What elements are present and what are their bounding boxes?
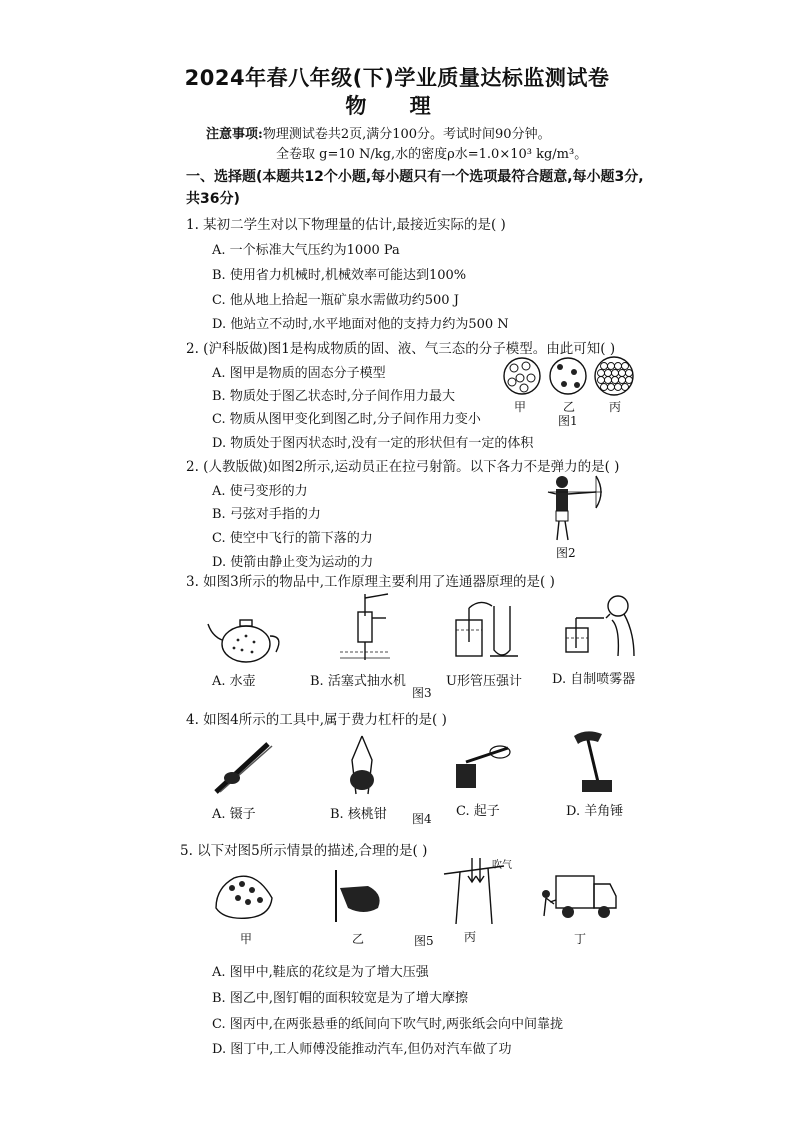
notice-label: 注意事项: xyxy=(206,127,263,142)
question-2a-option-b: B. 物质处于图乙状态时,分子间作用力最大 xyxy=(212,389,455,404)
question-2b-option-a: A. 使弓变形的力 xyxy=(212,484,308,499)
question-5-option-a: A. 图甲中,鞋底的花纹是为了增大压强 xyxy=(212,965,429,980)
figure-1-caption: 图1 xyxy=(558,414,578,428)
question-5-option-c: C. 图丙中,在两张悬垂的纸间向下吹气时,两张纸会向中间靠拢 xyxy=(212,1017,564,1032)
subject-title: 物 理 xyxy=(345,94,449,118)
figure-3-caption: 图3 xyxy=(412,686,432,700)
figure-1-label-yi: 乙 xyxy=(563,400,576,414)
question-3-stem: 3. 如图3所示的物品中,工作原理主要利用了连通器原理的是( ) xyxy=(186,574,555,590)
question-1-option-c: C. 他从地上拾起一瓶矿泉水需做功约500 J xyxy=(212,293,459,308)
figure-5-caption: 图5 xyxy=(414,934,434,948)
question-2b-stem: 2. (人教版做)如图2所示,运动员正在拉弓射箭。以下各力不是弹力的是( ) xyxy=(186,459,620,475)
question-2a-option-d: D. 物质处于图丙状态时,没有一定的形状但有一定的体积 xyxy=(212,436,534,451)
question-1-stem: 1. 某初二学生对以下物理量的估计,最接近实际的是( ) xyxy=(186,217,506,233)
section-heading-1: 一、选择题(本题共12个小题,每小题只有一个选项最符合题意,每小题3分, xyxy=(186,169,644,185)
notice-line-2: 全卷取 g=10 N/kg,水的密度ρ水=1.0×10³ kg/m³。 xyxy=(276,147,588,162)
figure-5-label-ding: 丁 xyxy=(574,932,587,946)
tweezers-figure xyxy=(210,738,280,798)
claw-hammer-figure xyxy=(568,726,618,794)
exam-title: 2024年春八年级(下)学业质量达标监测试卷 xyxy=(184,66,610,90)
section-heading-2: 共36分) xyxy=(186,191,240,207)
question-4-option-c: C. 起子 xyxy=(456,804,500,819)
notice-line-1 xyxy=(206,123,551,142)
figure-1-label-bing: 丙 xyxy=(609,400,622,414)
question-1-option-a: A. 一个标准大气压约为1000 Pa xyxy=(212,243,400,258)
question-1-option-b: B. 使用省力机械时,机械效率可能达到100% xyxy=(212,268,467,283)
figure-4-caption: 图4 xyxy=(412,812,432,826)
question-4-stem: 4. 如图4所示的工具中,属于费力杠杆的是( ) xyxy=(186,712,447,728)
question-2a-stem: 2. (沪科版做)图1是构成物质的固、液、气三态的分子模型。由此可知( ) xyxy=(186,341,616,357)
figure-1-label-jia: 甲 xyxy=(514,400,527,414)
u-tube-manometer-figure xyxy=(450,598,530,664)
nutcracker-figure xyxy=(342,734,382,800)
question-2a-option-a: A. 图甲是物质的固态分子模型 xyxy=(212,366,386,381)
question-3-option-c: U形管压强计 xyxy=(446,674,522,689)
question-4-option-b: B. 核桃钳 xyxy=(330,807,387,822)
figure-5-label-jia: 甲 xyxy=(240,932,253,946)
piston-pump-figure xyxy=(330,592,400,664)
archer-figure xyxy=(540,472,610,544)
question-3-option-a: A. 水壶 xyxy=(212,674,256,689)
question-5-option-b: B. 图乙中,图钉帽的面积较宽是为了增大摩擦 xyxy=(212,991,468,1006)
question-3-option-d: D. 自制喷雾器 xyxy=(552,672,636,687)
shoe-sole-figure xyxy=(212,868,276,922)
figure-5-label-bing: 丙 xyxy=(464,930,477,944)
teapot-figure xyxy=(206,606,286,666)
figure-2-caption: 图2 xyxy=(556,546,576,560)
question-2b-option-b: B. 弓弦对手指的力 xyxy=(212,507,321,522)
question-4-option-a: A. 镊子 xyxy=(212,807,256,822)
question-4-option-d: D. 羊角锤 xyxy=(566,804,624,819)
question-3-option-b: B. 活塞式抽水机 xyxy=(310,674,406,689)
question-5-stem: 5. 以下对图5所示情景的描述,合理的是( ) xyxy=(180,843,428,859)
figure-5-label-yi: 乙 xyxy=(352,932,365,946)
question-5-option-d: D. 图丁中,工人师傅没能推动汽车,但仍对汽车做了功 xyxy=(212,1042,512,1057)
sprayer-figure xyxy=(560,592,640,662)
blow-air-label: 吹气 xyxy=(492,860,512,871)
question-2a-option-c: C. 物质从图甲变化到图乙时,分子间作用力变小 xyxy=(212,412,481,427)
truck-push-figure xyxy=(540,870,620,926)
question-1-option-d: D. 他站立不动时,水平地面对他的支持力约为500 N xyxy=(212,317,509,332)
notice-text-1: 物理测试卷共2页,满分100分。考试时间90分钟。 xyxy=(262,127,551,142)
bottle-opener-figure xyxy=(452,738,518,794)
thumbtack-figure xyxy=(328,868,388,924)
question-2b-option-d: D. 使箭由静止变为运动的力 xyxy=(212,555,374,570)
question-2b-option-c: C. 使空中飞行的箭下落的力 xyxy=(212,531,373,546)
